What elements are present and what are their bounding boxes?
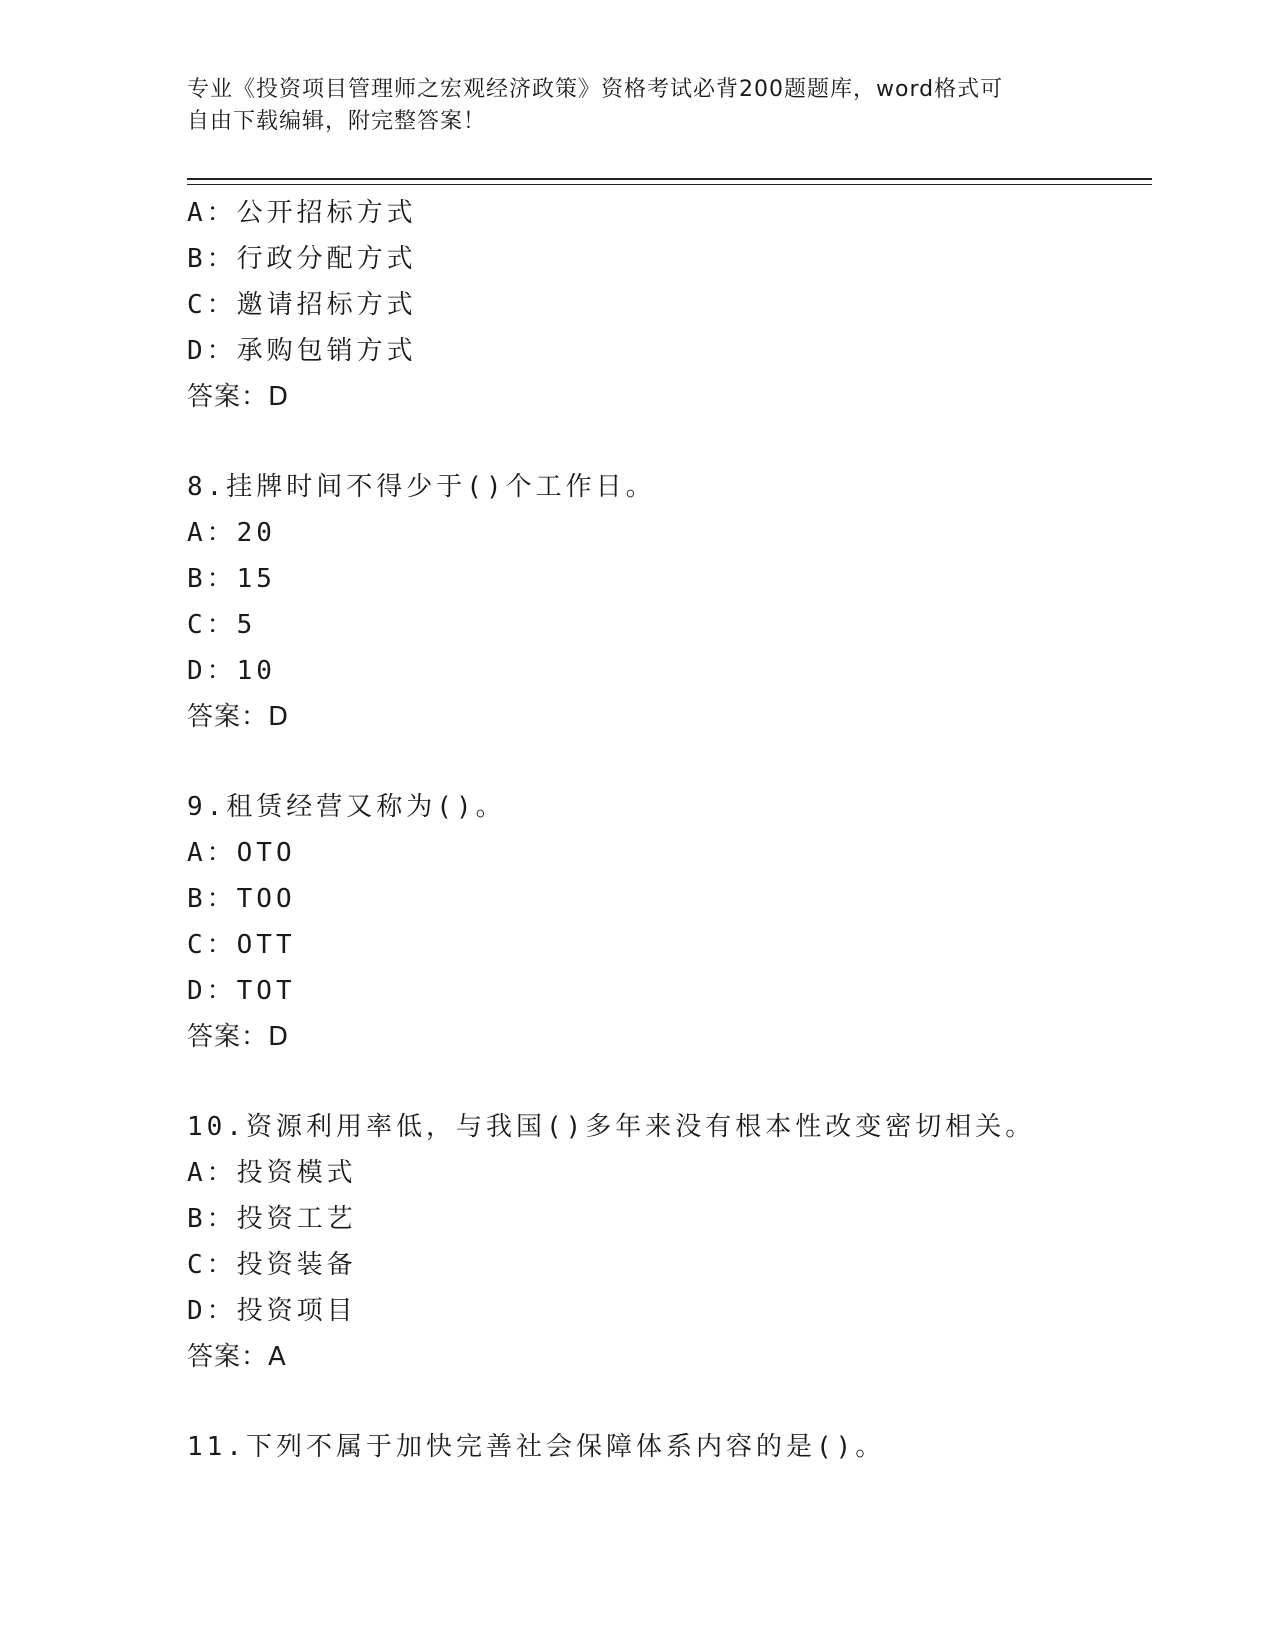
option-b: B：TOO bbox=[187, 884, 296, 914]
question-text: 11.下列不属于加快完善社会保障体系内容的是()。 bbox=[187, 1432, 886, 1462]
option-b: B：15 bbox=[187, 564, 276, 594]
document-header bbox=[187, 74, 1067, 138]
question-text: 8.挂牌时间不得少于()个工作日。 bbox=[187, 472, 656, 502]
option-b: B：行政分配方式 bbox=[187, 244, 417, 274]
option-d: D：投资项目 bbox=[187, 1296, 357, 1326]
option-d: D：10 bbox=[187, 656, 276, 686]
option-a: A：20 bbox=[187, 518, 276, 548]
option-c: C：投资装备 bbox=[187, 1250, 357, 1280]
option-b: B：投资工艺 bbox=[187, 1204, 357, 1234]
option-c: C：5 bbox=[187, 610, 257, 640]
option-d: D：TOT bbox=[187, 976, 296, 1006]
option-a: A：投资模式 bbox=[187, 1158, 357, 1188]
header-rule-thick bbox=[187, 178, 1152, 180]
option-d: D：承购包销方式 bbox=[187, 336, 417, 366]
option-c: C：邀请招标方式 bbox=[187, 290, 417, 320]
answer-line: 答案：A bbox=[187, 1342, 287, 1372]
option-a: A：公开招标方式 bbox=[187, 198, 417, 228]
question-list bbox=[187, 190, 1152, 1470]
answer-line: 答案：D bbox=[187, 382, 290, 412]
header-line-2: 自由下载编辑，附完整答案！ bbox=[187, 109, 487, 134]
answer-line: 答案：D bbox=[187, 1022, 290, 1052]
question-text: 10.资源利用率低，与我国()多年来没有根本性改变密切相关。 bbox=[187, 1112, 1036, 1142]
question-7-block bbox=[187, 190, 1152, 420]
option-c: C：OTT bbox=[187, 930, 296, 960]
question-8-block bbox=[187, 464, 1152, 740]
header-rule-thin bbox=[187, 184, 1152, 185]
question-9-block bbox=[187, 784, 1152, 1060]
question-10-block bbox=[187, 1104, 1152, 1380]
answer-line: 答案：D bbox=[187, 702, 290, 732]
question-11-block bbox=[187, 1424, 1152, 1470]
option-a: A：OTO bbox=[187, 838, 296, 868]
header-line-1: 专业《投资项目管理师之宏观经济政策》资格考试必背200题题库，word格式可 bbox=[187, 77, 1004, 102]
question-text: 9.租赁经营又称为()。 bbox=[187, 792, 506, 822]
